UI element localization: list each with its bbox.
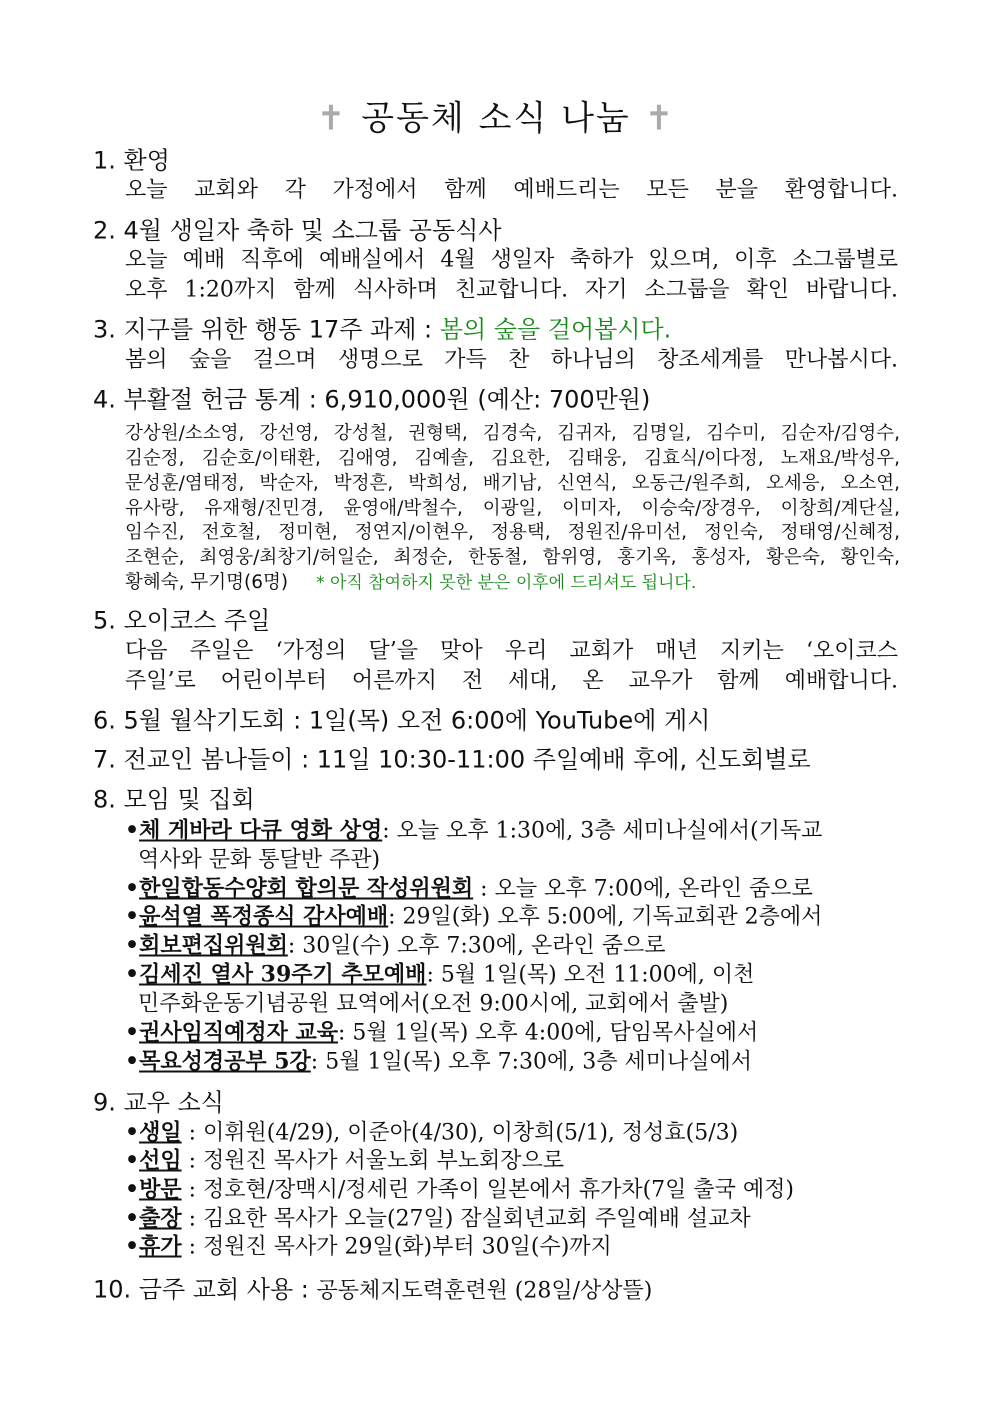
section-text: 오늘 교회와 각 가정에서 함께 예배드리는 모든 분을 환영합니다. [125, 177, 898, 203]
name-list-line: 김순정, 김순호/이태환, 김애영, 김예솔, 김요한, 김태웅, 김효식/이다정, 노재요/박성우, [125, 448, 900, 469]
meeting-item: •김세진 열사 39주기 추모예배: 5월 1일(목) 오전 11:00에, 이천 [125, 961, 755, 988]
news-item: •생일 : 이휘원(4/29), 이준아(4/30), 이창희(5/1), 정성효(5/3) [125, 1119, 739, 1146]
section-text: 오후 1:20까지 함께 식사하며 친교합니다. 자기 소그룹을 확인 바랍니다. [125, 277, 898, 303]
offering-note: * 아직 참여하지 못한 분은 이후에 드리셔도 됩니다. [316, 573, 697, 593]
meeting-item: •한일합동수양회 합의문 작성위원회 : 오늘 오후 7:00에, 온라인 줌으로 [125, 875, 813, 902]
section-text: 오늘 예배 직후에 예배실에서 4월 생일자 축하가 있으며, 이후 소그룹별로 [125, 247, 898, 273]
meeting-item: •체 게바라 다큐 영화 상영: 오늘 오후 1:30에, 3층 세미나실에서(기독교 [125, 817, 823, 844]
meeting-item-cont: 민주화운동기념공원 묘역에서(오전 9:00시에, 교회에서 출발) [138, 991, 729, 1017]
section-heading: 1. 환영 [93, 146, 170, 175]
name-list-line: 문성훈/염태정, 박순자, 박정흔, 박희성, 배기남, 신연식, 오동근/원주희, 오세응, 오소연, [125, 473, 900, 494]
name-list-line: 강상원/소소영, 강선영, 강성철, 권형택, 김경숙, 김귀자, 김명일, 김수미, 김순자/김영수, [125, 423, 900, 444]
section-heading: 7. 전교인 봄나들이 : 11일 10:30-11:00 주일예배 후에, 신도회별로 [93, 745, 811, 774]
meeting-item: •목요성경공부 5강: 5월 1일(목) 오후 7:30에, 3층 세미나실에서 [125, 1048, 752, 1075]
meeting-item-cont: 역사와 문화 통달반 주관) [138, 847, 381, 873]
news-item: •선임 : 정원진 목사가 서울노회 부노회장으로 [125, 1147, 564, 1174]
section-heading: 4. 부활절 헌금 통계 : 6,910,000원 (예산: 700만원) [93, 385, 651, 414]
section-text: 주일’로 어린이부터 어른까지 전 세대, 온 교우가 함께 예배합니다. [125, 668, 898, 694]
name-list-line: 황혜숙, 무기명(6명) * 아직 참여하지 못한 분은 이후에 드리셔도 됩니다. [125, 572, 697, 593]
section-text: 봄의 숲을 걸으며 생명으로 가득 찬 하나님의 창조세계를 만나봅시다. [125, 347, 898, 373]
meeting-item: •권사임직예정자 교육: 5월 1일(목) 오후 4:00에, 담임목사실에서 [125, 1019, 759, 1046]
cross-icon: ✝ [316, 98, 348, 139]
section-heading: 3. 지구를 위한 행동 17주 과제 : 봄의 숲을 걸어봅시다. [93, 315, 672, 344]
meeting-item: •회보편집위원회: 30일(수) 오후 7:30에, 온라인 줌으로 [125, 932, 666, 959]
name-list-line: 조현순, 최영웅/최창기/허일순, 최정순, 한동철, 함위영, 홍기옥, 홍성자, 황은숙, 황인숙, [125, 547, 900, 568]
name-list-line: 임수진, 전호철, 정미현, 정연지/이현우, 정용택, 정원진/유미선, 정인숙, 정태영/신혜정, [125, 522, 900, 543]
section-heading: 2. 4월 생일자 축하 및 소그룹 공동식사 [93, 216, 502, 245]
section-heading: 6. 5월 월삭기도회 : 1일(목) 오전 6:00에 YouTube에 게시 [93, 706, 711, 735]
section-heading: 9. 교우 소식 [93, 1088, 224, 1117]
cross-icon: ✝ [644, 98, 676, 139]
news-item: •휴가 : 정원진 목사가 29일(화)부터 30일(수)까지 [125, 1233, 612, 1260]
section-heading: 10. 금주 교회 사용 : 공동체지도력훈련원 (28일/상상뜰) [93, 1275, 653, 1304]
name-list-line: 유사랑, 유재형/진민경, 윤영애/박철수, 이광일, 이미자, 이승숙/장경우, 이창희/계단실, [125, 498, 900, 519]
meeting-item: •윤석열 폭정종식 감사예배: 29일(화) 오후 5:00에, 기독교회관 2층에서 [125, 903, 823, 930]
section-heading: 5. 오이코스 주일 [93, 606, 271, 635]
page-title: ✝ 공동체 소식 나눔 ✝ [316, 98, 676, 139]
section-heading: 8. 모임 및 집회 [93, 785, 255, 814]
news-item: •방문 : 정호현/장맥시/정세린 가족이 일본에서 휴가차(7일 출국 예정) [125, 1176, 794, 1203]
news-item: •출장 : 김요한 목사가 오늘(27일) 잠실회년교회 주일예배 설교차 [125, 1205, 751, 1232]
section-text: 다음 주일은 ‘가정의 달’을 맞아 우리 교회가 매년 지키는 ‘오이코스 [125, 638, 898, 664]
